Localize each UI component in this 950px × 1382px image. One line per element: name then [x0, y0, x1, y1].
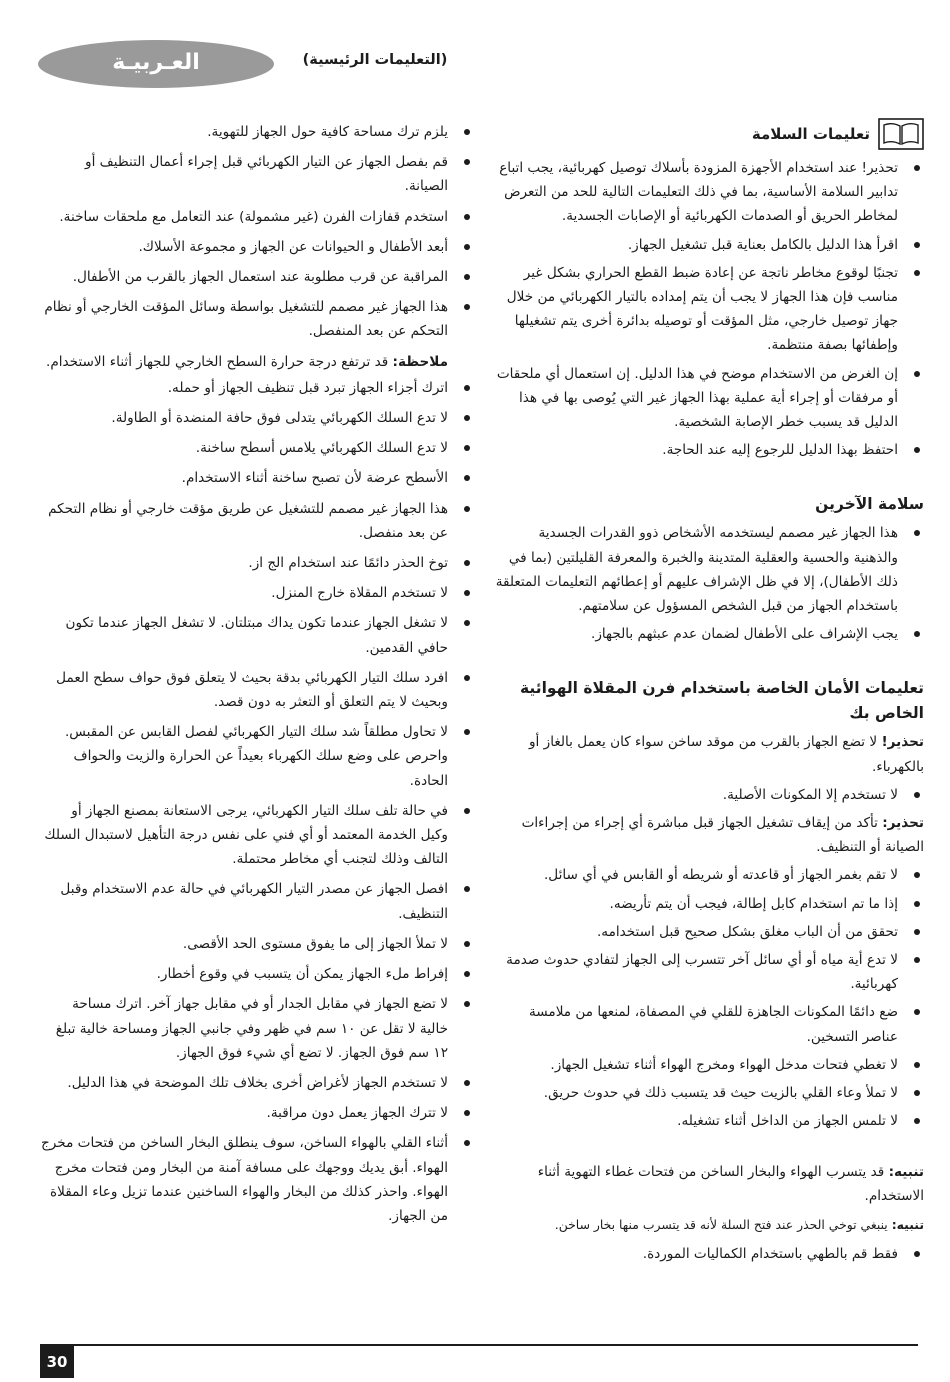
left-column	[40, 120, 474, 1234]
list-item: توخ الحذر دائمًا عند استخدام الج از.	[40, 551, 474, 575]
final-list	[490, 1242, 924, 1266]
caution-text: قد يتسرب الهواء والبخار الساخن من فتحات غطاء التهوية أثناء الاستخدام.	[537, 1163, 924, 1204]
list-item: لا تحاول مطلقاً شد سلك التيار الكهربائي لفصل القابس عن المقبس. واحرص على وضع سلك الكهرباء بعيداً عن الحرارة والزيت والحواف الحادة.	[40, 720, 474, 793]
list-item: استخدم قفازات الفرن (غير مشمولة) عند التعامل مع ملحقات ساخنة.	[40, 205, 474, 229]
warning-paragraph	[490, 730, 924, 778]
note-label: ملاحظة:	[392, 353, 448, 370]
list-item: تحقق من أن الباب مغلق بشكل صحيح قبل استخدامه.	[490, 920, 924, 944]
list-item: لا تغطي فتحات مدخل الهواء ومخرج الهواء أثناء تشغيل الجهاز.	[490, 1053, 924, 1077]
warning-text: لا تضع الجهاز بالقرب من موقد ساخن سواء كان يعمل بالغاز أو بالكهرباء.	[528, 734, 924, 775]
list-item: الأسطح عرضة لأن تصبح ساخنة أثناء الاستخدام.	[40, 466, 474, 490]
general-list-a	[40, 120, 474, 344]
others-list	[490, 521, 924, 646]
list-item: لا تقم بغمر الجهاز أو قاعدته أو شريطه أو القابس في أي سائل.	[490, 863, 924, 887]
list-item: تجنبًا لوقوع مخاطر ناتجة عن إعادة ضبط القطع الحراري بشكل غير مناسب فإن هذا الجهاز لا يجب أن يتم إمداده بالتيار الكهربائي من خلال جهاز توصيل خارجي، مثل المؤقت أو توصيله بدائرة أخرى يتم تشغيلها وإطفائها بصفة منتظمة.	[490, 261, 924, 358]
others-safety-title: سلامة الآخرين	[815, 495, 924, 514]
list-item: لا تملأ وعاء القلي بالزيت حيث قد يتسبب ذلك في حدوث حريق.	[490, 1081, 924, 1105]
general-list-b	[40, 376, 474, 1228]
list-item: لا تستخدم إلا المكونات الأصلية.	[490, 783, 924, 807]
list-item: لا تدع السلك الكهربائي يتدلى فوق حافة المنضدة أو الطاولة.	[40, 406, 474, 430]
list-item: في حالة تلف سلك التيار الكهربائي، يرجى الاستعانة بمصنع الجهاز أو وكيل الخدمة المعتمد أو أي فني على نفس درجة التأهيل لاستبدال السلك التالف وذلك لتجنب أي مخاطر محتملة.	[40, 799, 474, 872]
list-item: إن الغرض من الاستخدام موضح في هذا الدليل. إن استعمال أي ملحقات أو مرفقات أو إجراء أية عملية بهذا الجهاز غير التي يُوصى بها في هذا الدليل قد يسبب خطر الإصابة الشخصية.	[490, 362, 924, 435]
list-item: اقرأ هذا الدليل بالكامل بعناية قبل تشغيل الجهاز.	[490, 233, 924, 257]
list-item: هذا الجهاز غير مصمم للتشغيل عن طريق مؤقت خارجي أو نظام التحكم عن بعد منفصل.	[40, 497, 474, 545]
list-item: لا تشغل الجهاز عندما تكون يداك مبتلتان. لا تشغل الجهاز عندما تكون حافي القدمين.	[40, 611, 474, 659]
section-header-title: (التعليمات الرئيسية)	[302, 52, 448, 68]
warning-paragraph	[490, 811, 924, 859]
list-item: لا تستخدم الجهاز لأغراض أخرى بخلاف تلك الموضحة في هذا الدليل.	[40, 1071, 474, 1095]
list-item: لا تملأ الجهاز إلى ما يفوق مستوى الحد الأقصى.	[40, 932, 474, 956]
list-item: هذا الجهاز غير مصمم للتشغيل بواسطة وسائل المؤقت الخارجي أو نظام التحكم عن بعد المنفصل.	[40, 295, 474, 343]
safety-list	[490, 156, 924, 462]
list-item: أثناء القلي بالهواء الساخن، سوف ينطلق البخار الساخن من فتحات مخرج الهواء. أبق يديك ووجهك على مسافة آمنة من البخار ومن فتحات مخرج الهواء. واحذر كذلك من البخار والهواء الساخنين عندما تزيل وعاء المقلاة من الجهاز.	[40, 1131, 474, 1228]
list-item: يجب الإشراف على الأطفال لضمان عدم عبثهم بالجهاز.	[490, 622, 924, 646]
airfryer-safety-title: تعليمات الأمان الخاصة باستخدام فرن المقلاة الهوائية الخاص بك	[520, 679, 924, 723]
list-item: لا تستخدم المقلاة خارج المنزل.	[40, 581, 474, 605]
list-item: ضع دائمًا المكونات الجاهزة للقلي في المصفاة، لمنعها من ملامسة عناصر التسخين.	[490, 1000, 924, 1048]
warning-label: تحذير!	[881, 734, 924, 751]
safety-heading	[490, 116, 924, 150]
list-item: إفراط ملء الجهاز يمكن أن يتسبب في وقوع أخطار.	[40, 962, 474, 986]
list-item: قم بفصل الجهاز عن التيار الكهربائي قبل إجراء أعمال التنظيف أو الصيانة.	[40, 150, 474, 198]
caution-paragraph	[490, 1214, 924, 1236]
list-item: فقط قم بالطهي باستخدام الكماليات الموردة.	[490, 1242, 924, 1266]
right-column	[490, 116, 924, 1270]
footer-rule	[40, 1344, 918, 1346]
list-item: احتفظ بهذا الدليل للرجوع إليه عند الحاجة.	[490, 438, 924, 462]
caution-label: تنبيه:	[888, 1163, 924, 1180]
warning-text: تأكد من إيقاف تشغيل الجهاز قبل مباشرة أي إجراء من إجراءات الصيانة أو التنظيف.	[521, 815, 924, 856]
list-item: لا تدع أية مياه أو أي سائل آخر تتسرب إلى الجهاز لتفادي حدوث صدمة كهربائية.	[490, 948, 924, 996]
list-item: لا تلمس الجهاز من الداخل أثناء تشغيله.	[490, 1109, 924, 1133]
list-item: أبعد الأطفال و الحيوانات عن الجهاز و مجموعة الأسلاك.	[40, 235, 474, 259]
list-item: لا تترك الجهاز يعمل دون مراقبة.	[40, 1101, 474, 1125]
list-item: افصل الجهاز عن مصدر التيار الكهربائي في حالة عدم الاستخدام وقبل التنظيف.	[40, 877, 474, 925]
list-item: المراقبة عن قرب مطلوبة عند استعمال الجهاز بالقرب من الأطفال.	[40, 265, 474, 289]
list-item: لا تضع الجهاز في مقابل الجدار أو في مقابل جهاز آخر. اترك مساحة خالية لا تقل عن ١٠ سم في ظهر وفي جانبي الجهاز ومساحة خالية تبلغ ١٢ سم فوق الجهاز. لا تضع أي شيء فوق الجهاز.	[40, 992, 474, 1065]
list-item: يلزم ترك مساحة كافية حول الجهاز للتهوية.	[40, 120, 474, 144]
page-number: 30	[40, 1346, 74, 1378]
list-item: إذا ما تم استخدام كابل إطالة، فيجب أن يتم تأريضه.	[490, 892, 924, 916]
list-item: تحذير! عند استخدام الأجهزة المزودة بأسلاك توصيل كهربائية، يجب اتباع تدابير السلامة الأساسية، بما في ذلك التعليمات التالية للحد من التعرض لمخاطر الحريق أو الصدمات الكهربائية أو الإصابات الجسدية.	[490, 156, 924, 229]
caution-label: تنبيه:	[891, 1216, 924, 1232]
safety-title: تعليمات السلامة	[751, 125, 870, 143]
list-item: لا تدع السلك الكهربائي يلامس أسطح ساخنة.	[40, 436, 474, 460]
list-item: افرد سلك التيار الكهربائي بدقة بحيث لا يتعلق فوق حواف سطح العمل وبحيث لا يتم التعلق أو التعثر به دون قصد.	[40, 666, 474, 714]
note-paragraph	[40, 350, 474, 374]
caution-paragraph	[490, 1160, 924, 1208]
book-icon	[878, 118, 924, 150]
airfryer-list-first	[490, 783, 924, 807]
airfryer-list	[490, 863, 924, 1133]
language-tab: العـربيـة	[38, 40, 274, 88]
caution-text: ينبغي توخي الحذر عند فتح السلة لأنه قد يتسرب منها بخار ساخن.	[554, 1216, 892, 1232]
list-item: هذا الجهاز غير مصمم ليستخدمه الأشخاص ذوو القدرات الجسدية والذهنية والحسية والعقلية المتدينة والخبرة والمعرفة القليلتين (بما في ذلك الأطفال)، إلا في ظل الإشراف عليهم أو إعطائهم التعليمات المتعلقة باستخدام الجهاز من قبل الشخص المسؤول عن سلامتهم.	[490, 521, 924, 618]
note-text: قد ترتفع درجة حرارة السطح الخارجي للجهاز أثناء الاستخدام.	[46, 353, 393, 370]
list-item: اترك أجزاء الجهاز تبرد قبل تنظيف الجهاز أو حمله.	[40, 376, 474, 400]
warning-label: تحذير:	[882, 815, 924, 832]
